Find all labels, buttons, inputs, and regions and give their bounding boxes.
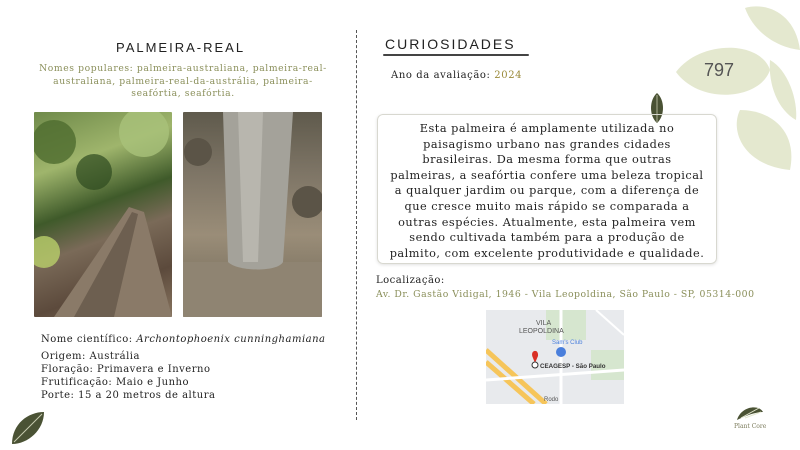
- fruiting: Frutificação: Maio e Junho: [41, 377, 190, 388]
- map-store: Sam's Club: [552, 340, 583, 346]
- location-address: Av. Dr. Gastão Vidigal, 1946 - Vila Leopoldina, São Paulo - SP, 05314-000: [376, 289, 755, 300]
- logo-text: Plant Core: [734, 423, 767, 430]
- year-label: Ano da avaliação:: [391, 70, 491, 81]
- flowering: Floração: Primavera e Inverno: [41, 364, 211, 375]
- map-district-1: VILA: [536, 320, 552, 327]
- scientific-name-row: [41, 334, 326, 345]
- map-place: CEAGESP - São Paulo: [540, 363, 606, 370]
- map-district-2: LEOPOLDINA: [519, 328, 564, 335]
- tree-number: 797: [704, 60, 735, 80]
- curiosity-textbox: Esta palmeira é amplamente utilizada no paisagismo urbano nas grandes cidades brasileiras. Da mesma forma que outras palmeiras, a seafórtia confere uma beleza tropical a qualquer jardim ou parque, com a diferença de que cresce muito mais rápido se comparada a outras espécies. Atualmente, esta palmeira vem sendo cultivada também para a produção de palmito, com excelente produtividade e qualidade.: [377, 114, 717, 264]
- curiosities-title: CURIOSIDADES: [385, 36, 516, 52]
- scientific-label: Nome científico:: [41, 334, 133, 345]
- title-underline: [383, 54, 529, 56]
- scientific-name: Archontophoenix cunninghamiana: [136, 334, 326, 345]
- page-title: PALMEIRA-REAL: [116, 40, 246, 55]
- location-map: [486, 310, 624, 404]
- plant-core-logo-icon: [735, 402, 765, 422]
- size: Porte: 15 a 20 metros de altura: [41, 390, 216, 401]
- evaluation-year: [391, 70, 522, 81]
- location-label: Localização:: [376, 275, 445, 286]
- leaf-icon-bottom: [8, 408, 48, 448]
- map-street: Rodo: [544, 397, 559, 403]
- origin: Origem: Austrália: [41, 351, 140, 362]
- column-divider: [356, 30, 357, 420]
- palm-trunk-photo-up: [34, 112, 172, 317]
- year-value: 2024: [494, 70, 523, 81]
- popular-names: Nomes populares: palmeira-australiana, palmeira-real-australiana, palmeira-real-da-austrália, palmeira-seafórtia, seafórtia.: [39, 63, 327, 99]
- palm-base-photo: [183, 112, 322, 317]
